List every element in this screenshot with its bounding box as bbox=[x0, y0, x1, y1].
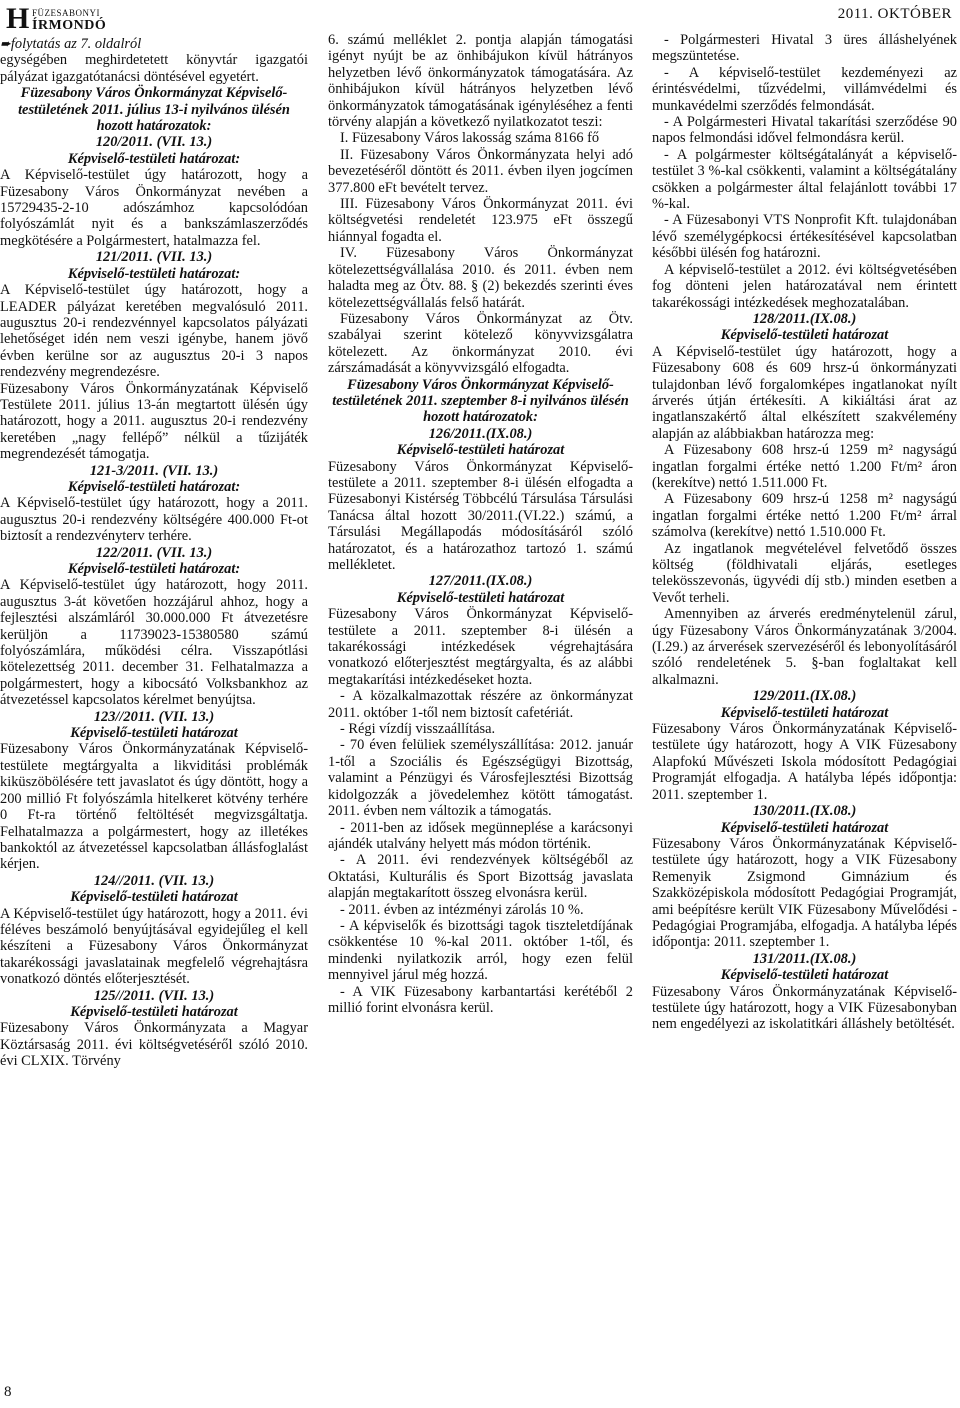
paragraph: Füzesabony Város Önkormányzat az Ötv. szabályai szerint kötelező könyvvizsgálatra kötelezett. Az önkormányzat 2010. évi zárszámadását a könyvvizsgáló elfogadta. bbox=[328, 310, 633, 377]
paragraph: Az ingatlanok megvételével felvetődő összes költség (földhivatali eljárás, esetleges telekösszevonás, ügyvédi díj stb.) minden esetben a Vevőt terheli. bbox=[652, 540, 957, 606]
resolution-heading: Képviselő-testületi határozat bbox=[720, 704, 889, 721]
paragraph: Füzesabony Város Önkormányzatának Képviselő-testülete úgy határozott, hogy A VIK Füzesabony Alapfokú Művészeti Iskola módosított Pedagógiai Programját elfogadja. A hatályba lépés időpontja: 2011. szeptember 1. bbox=[652, 721, 957, 803]
resolution-number: 129/2011.(IX.08.) bbox=[752, 688, 857, 705]
paragraph: A Füzesabony 609 hrsz-ú 1258 m² nagyságú ingatlan forgalmi értéke nettó 1.200 Ft/m² árral számolva (kerekítve) nettó 1.510.000 Ft. bbox=[652, 491, 957, 541]
resolution-heading: Képviselő-testületi határozat: bbox=[67, 150, 241, 167]
resolution-heading: Képviselő-testületi határozat bbox=[720, 327, 889, 344]
resolution-heading: Képviselő-testületi határozat: bbox=[67, 265, 241, 282]
paragraph: II. Füzesabony Város Önkormányzata helyi adó bevezetéséről döntött és 2011. évben ilyen jogcímen 377.800 eFt bevételt tervez. bbox=[328, 146, 633, 196]
resolution-number: 130/2011.(IX.08.) bbox=[752, 803, 857, 820]
list-item: - A Polgármesteri Hivatal takarítási szerződése 90 napos felmondási idővel felmondásra kerül. bbox=[652, 114, 957, 147]
resolution-heading: Képviselő-testületi határozat: bbox=[67, 478, 241, 495]
logo-name: ÍRMONDÓ bbox=[32, 18, 107, 33]
resolution-number: 121/2011. (VII. 13.) bbox=[95, 249, 213, 266]
list-item: - A VIK Füzesabony karbantartási kerétéből 2 millió forint elvonásra kerül. bbox=[328, 983, 633, 1016]
column-2 bbox=[328, 32, 633, 1016]
paragraph: Füzesabony Város Önkormányzatának Képviselő-testülete úgy határozott, hogy a VIK Füzesabonyban nem engedélyezi az iskolatitkári álláshely betöltését. bbox=[652, 983, 957, 1033]
paragraph: Füzesabony Város Önkormányzatának Képviselő-testülete megtárgyalta a likviditási problémák kiküszöbölésére tett javaslatot és úgy döntött, hogy a 200 millió Ft folyószámla hitelkeret kötvény terhére 0 Ft-ra történő feltöltését megvizsgáltatja. Felhatalmazza a polgármestert, hogy az illetékes bankoktól az átvezetéssel kapcsolatban állásfoglalást kérjen. bbox=[0, 741, 308, 873]
list-item: - 2011. évben az intézményi zárolás 10 %. bbox=[340, 901, 584, 918]
paragraph: IV. Füzesabony Város Önkormányzat kötelezettségvállalása 2010. és 2011. évben nem haladta meg az Ötv. 88. § (2) bekezdés szerinti éves kötelezettségvállalás felső határát. bbox=[328, 245, 633, 311]
list-item: - A közalkalmazottak részére az önkormányzat 2011. október 1-től nem biztosít cafetériát. bbox=[328, 688, 633, 721]
paragraph: Füzesabony Város Önkormányzatának Képviselő-testülete úgy határozott, hogy a VIK Füzesabony Remenyik Zsigmond Gimnázium és Szakközépiskola módosított Pedagógiai Programját, ami beépítésre került VIK Füzesabony Művelődési - Pedagógiai Programjába, elfogadja. A hatályba lépés időpontja: 2011. szeptember 1. bbox=[652, 835, 957, 951]
resolution-heading: Képviselő-testületi határozat bbox=[720, 819, 889, 836]
section-heading: Füzesabony Város Önkormányzat Képviselő-testületének 2011. szeptember 8-i nyilvános ülésén hozott határozatok: bbox=[332, 376, 629, 426]
list-item: - A képviselők és bizottsági tagok tiszteletdíjának csökkentése 10 %-kal 2011. október 1-től, és mindenki nyilatkozik arról, hogy ezen felül mennyivel járul még hozzá. bbox=[328, 917, 633, 984]
resolution-number: 124//2011. (VII. 13.) bbox=[93, 872, 215, 889]
paragraph: Füzesabony Város Önkormányzat Képviselő-testülete a 2011. szeptember 8-i ülésén a takarékossági intézkedések végrehajtására vonatkozó előterjesztést megtárgyalta, és az alábbi megtakarítási intézkedéseket hozta. bbox=[328, 606, 633, 688]
resolution-heading: Képviselő-testületi határozat bbox=[70, 889, 238, 906]
list-item: - A 2011. évi rendezvények költségéből az Oktatási, Kulturális és Sport Bizottság javaslata alapján megtakarított összeg elvonásra kerül. bbox=[328, 852, 633, 902]
list-item: - 2011-ben az idősek megünneplése a karácsonyi ajándék utalvány helyett más módon történik. bbox=[328, 819, 633, 852]
resolution-number: 120/2011. (VII. 13.) bbox=[95, 134, 213, 151]
resolution-number: 123//2011. (VII. 13.) bbox=[93, 708, 215, 725]
paragraph: A Füzesabony 608 hrsz-ú 1259 m² nagyságú ingatlan forgalmi értéke nettó 1.200 Ft/m² áron (kerekítve) nettó 1.511.000 Ft. bbox=[652, 442, 957, 491]
paragraph: A Képviselő-testület úgy határozott, hogy a LEADER pályázat keretében megvalósuló 2011. augusztus 20-i rendezvénnyel kapcsolatos pályázati lehetőséget idén nem veszi igénybe, hanem jövő évben kerülne sor az augusztus 20-i 3 napos rendezvény megrendezésre. bbox=[0, 282, 308, 381]
resolution-number: 121-3/2011. (VII. 13.) bbox=[89, 462, 219, 479]
resolution-number: 125//2011. (VII. 13.) bbox=[93, 987, 215, 1004]
list-item: - Régi vízdíj visszaállítása. bbox=[340, 721, 496, 738]
column-1 bbox=[0, 36, 308, 1070]
list-item: - Polgármesteri Hivatal 3 üres álláshelyének megszüntetése. bbox=[652, 32, 957, 65]
logo-letter: H bbox=[6, 2, 30, 35]
paragraph: A Képviselő-testület úgy határozott, hogy a Füzesabony Város Önkormányzat nevében a 15729435-2-10 adószámhoz kapcsolódóan folyószámlát nyit és a bankszámlaszerződés megkötésére a Polgármestert, hatalmazza fel. bbox=[0, 167, 308, 249]
paragraph: 6. számú melléklet 2. pontja alapján támogatási igényt nyújt be az önhibájukon kívül hátrányos helyzetben lévő önkormányzatok támogatására. Az önhibájukon kívül hátrányos helyzetben lévő önkormányzatok támogatásának igényléséhez a fenti törvény alapján a következő nyilatkozatot teszi: bbox=[328, 32, 633, 131]
paragraph: egységében meghirdetetett könyvtár igazgatói pályázat igazgatótanácsi döntésével egyetért. bbox=[0, 52, 308, 85]
resolution-heading: Képviselő-testületi határozat bbox=[396, 589, 565, 606]
arrow-right-icon: ➨ bbox=[0, 36, 11, 51]
section-heading: Füzesabony Város Önkormányzat Képviselő-testületének 2011. július 13-i nyilvános ülésén hozott határozatok: bbox=[18, 85, 290, 135]
resolution-number: 127/2011.(IX.08.) bbox=[428, 573, 533, 590]
resolution-number: 126/2011.(IX.08.) bbox=[428, 425, 533, 442]
issue-date: 2011. OKTÓBER bbox=[837, 6, 952, 22]
paragraph: A Képviselő-testület úgy határozott, hogy a Füzesabony 608 és 609 hrsz-ú önkormányzati tulajdonban lévő forgalomképes ingatlanokat nyílt árverés útján értékesíti. A kikiáltási árat az ingatlanszakértő által elkészített szakvélemény alapján az alábbiakban határozza meg: bbox=[652, 343, 957, 442]
list-item: - 70 éven felüliek személyszállítása: 2012. január 1-től a Szociális és Egészségügyi Bizottság, valamint a Pénzügyi és Városfejlesztési Bizottság kidolgozzák a jövedelemhez kötött támogatást. 2011. évben nem változik a támogatás. bbox=[328, 737, 633, 820]
paragraph: I. Füzesabony Város lakosság száma 8166 fő bbox=[340, 130, 600, 147]
resolution-heading: Képviselő-testületi határozat bbox=[70, 725, 238, 742]
logo-small-text: FÜZESABONYI bbox=[32, 8, 101, 18]
paragraph: A képviselő-testület a 2012. évi költségvetésében fog dönteni jelen határozatával nem érintett takarékossági intézkedések meghozatalában. bbox=[652, 261, 957, 311]
column-3 bbox=[652, 32, 957, 1033]
paragraph: Füzesabony Város Önkormányzatának Képviselő Testülete 2011. július 13-án megtartott ülésén úgy határozott, hogy a 2011. augusztus 20-i rendezvény keretében „nagy fellépő” nélkül a tűzijáték megrendezését támogatja. bbox=[0, 380, 308, 463]
paragraph: Amennyiben az árverés eredménytelenül zárul, úgy Füzesabony Város Önkormányzatának 3/2004.(I.29.) az árverések szervezéséről és lebonyolításáról szóló rendeletének 5. §-ban foglaltakat kell alkalmazni. bbox=[652, 606, 957, 688]
resolution-heading: Képviselő-testületi határozat: bbox=[67, 561, 241, 577]
list-item: - A Füzesabonyi VTS Nonprofit Kft. tulajdonában lévő személygépkocsi értékesítésével kapcsolatban későbbi ülésén fog határozni. bbox=[652, 212, 957, 262]
resolution-heading: Képviselő-testületi határozat bbox=[70, 1003, 238, 1020]
resolution-heading: Képviselő-testületi határozat bbox=[720, 967, 889, 984]
list-item: - A polgármester költségátalányát a képviselő-testület 3 %-kal csökkenti, valamint a költségátalány csökken a polgármester által felajánlott további 17 %-kal. bbox=[652, 146, 957, 213]
resolution-number: 128/2011.(IX.08.) bbox=[752, 310, 857, 327]
paragraph: A Képviselő-testület úgy határozott, hogy a 2011. évi féléves beszámoló benyújtásával egyidejűleg el kell készíteni a Füzesabony Város Önkormányzat takarékossági javaslatainak megfelelő végrehajtásra vonatkozó döntés előterjesztését. bbox=[0, 905, 308, 988]
resolution-number: 131/2011.(IX.08.) bbox=[752, 950, 857, 967]
resolution-heading: Képviselő-testületi határozat bbox=[396, 442, 565, 459]
paragraph: A Képviselő-testület úgy határozott, hogy a 2011. augusztus 20-i rendezvény költségére 400.000 Ft-ot biztosít a rendezvényterv terhére. bbox=[0, 495, 308, 545]
paragraph: A Képviselő-testület úgy határozott, hogy 2011. augusztus 3-át követően hozzájárul ahhoz, hogy a fejlesztési alszámláról 30.000.000 Ft átvezetésre kerüljön a 11739023-15380580 számú folyószámlára, működési célra. Visszapótlási kötelezettség 2011. december 31. Felhatalmazza a polgármestert, hogy a kibocsátó Volksbankhoz az átvezetéssel kapcsolatos kérelmet benyújtsa. bbox=[0, 577, 308, 709]
paragraph: Füzesabony Város Önkormányzata a Magyar Köztársaság 2011. évi költségvetéséről szóló 2010. évi CLXIX. Törvény bbox=[0, 1020, 308, 1070]
continued-note: ➨folytatás az 7. oldalról bbox=[0, 36, 142, 52]
list-item: - A képviselő-testület kezdeményezi az érintésvédelmi, tűzvédelmi, villámvédelmi és munkavédelmi szerződés felmondását. bbox=[652, 64, 957, 114]
resolution-number: 122/2011. (VII. 13.) bbox=[95, 544, 213, 561]
page-number: 8 bbox=[4, 1384, 12, 1400]
paragraph: Füzesabony Város Önkormányzat Képviselő-testülete a 2011. szeptember 8-i ülésén elfogadta a Füzesabonyi Kistérség Többcélú Társulása Társulási Tanácsa által hozott 30/2011.(VI.22.) számú, a Társulási Megállapodás módosításáról szóló határozatot, és a határozathoz tartozó 1. számú mellékletet. bbox=[328, 458, 633, 573]
paragraph: III. Füzesabony Város Önkormányzat 2011. évi költségvetési rendeletét 123.975 eFt összegű hiánnyal fogadta el. bbox=[328, 196, 633, 245]
